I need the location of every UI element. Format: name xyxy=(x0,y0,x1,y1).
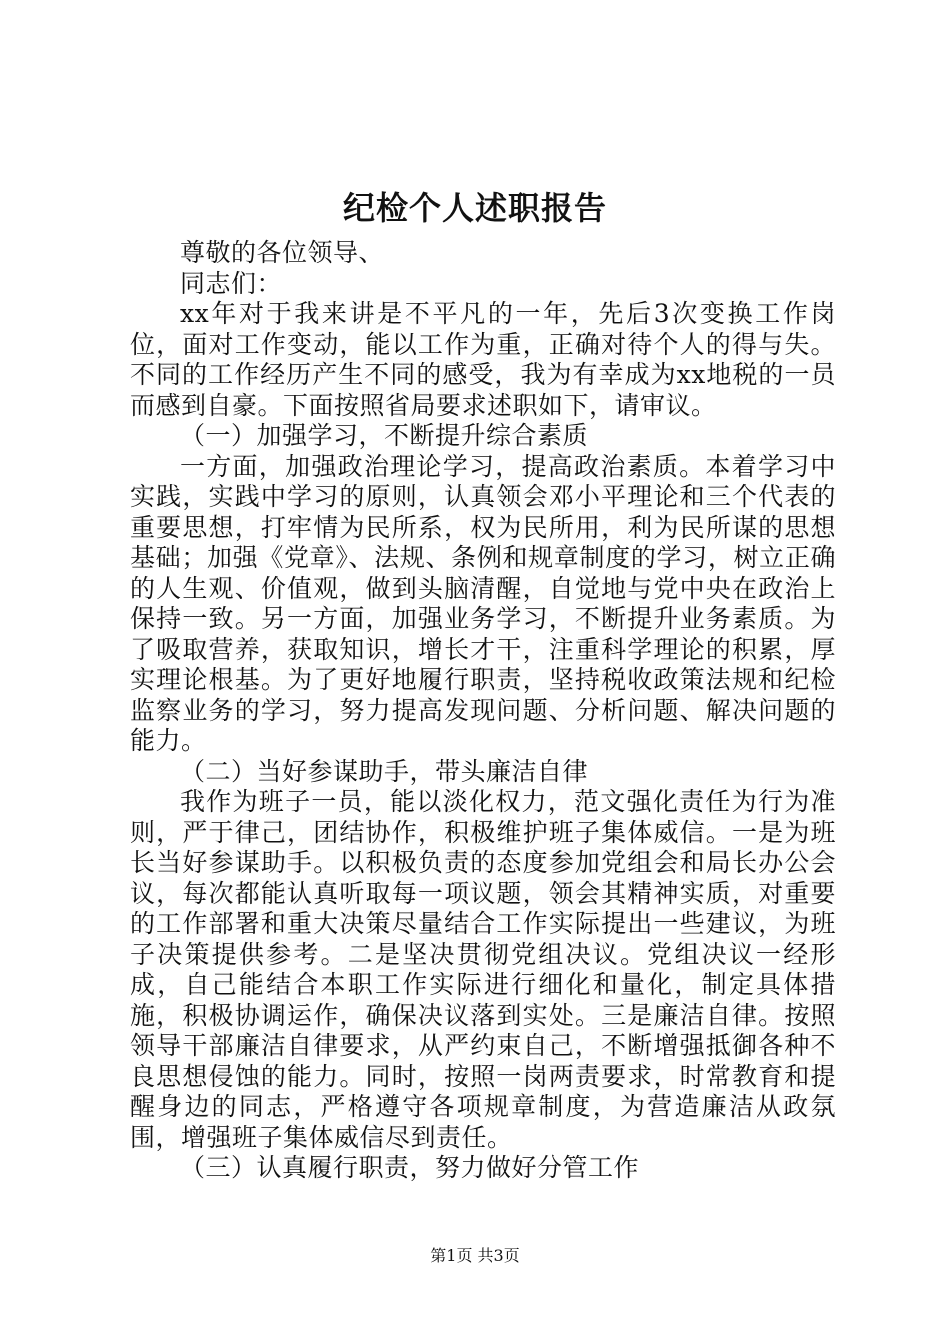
salutation-line-2: 同志们： xyxy=(180,268,283,298)
section-heading-3: （三）认真履行职责，努力做好分管工作 xyxy=(180,1153,640,1182)
section-heading-1: （一）加强学习，不断提升综合素质 xyxy=(180,421,589,450)
page-footer: 第1页 共3页 xyxy=(430,1246,520,1265)
document-title: 纪检个人述职报告 xyxy=(342,189,607,227)
section-heading-2: （二）当好参谋助手，带头廉洁自律 xyxy=(180,756,589,786)
document-body xyxy=(130,238,836,1184)
intro-paragraph: xx年对于我来讲是不平凡的一年，先后3次变换工作岗位，面对工作变动，能以工作为重，正确对待个人的得与失。不同的工作经历产生不同的感受，我为有幸成为xx地税的一员而感到自豪。下面按照省局要求述职如下，请审议。 xyxy=(130,299,836,420)
salutation-line-1: 尊敬的各位领导、 xyxy=(180,238,385,267)
section-2-paragraph: 我作为班子一员，能以淡化权力，范文强化责任为行为准则，严于律己，团结协作，积极维护班子集体威信。一是为班长当好参谋助手。以积极负责的态度参加党组会和局长办公会议，每次都能认真听取每一项议题，领会其精神实质，对重要的工作部署和重大决策尽量结合工作实际提出一些建议，为班子决策提供参考。二是坚决贯彻党组决议。党组决议一经形成，自己能结合本职工作实际进行细化和量化，制定具体措施，积极协调运作，确保决议落到实处。三是廉洁自律。按照领导干部廉洁自律要求，从严约束自己，不断增强抵御各种不良思想侵蚀的能力。同时，按照一岗两责要求，时常教育和提醒身边的同志，严格遵守各项规章制度，为营造廉洁从政氛围，增强班子集体威信尽到责任。 xyxy=(130,787,836,1152)
section-1-paragraph: 一方面，加强政治理论学习，提高政治素质。本着学习中实践，实践中学习的原则，认真领会邓小平理论和三个代表的重要思想，打牢情为民所系，权为民所用，利为民所谋的思想基础；加强《党章》、法规、条例和规章制度的学习，树立正确的人生观、价值观，做到头脑清醒，自觉地与党中央在政治上保持一致。另一方面，加强业务学习，不断提升业务素质。为了吸取营养，获取知识，增长才干，注重科学理论的积累，厚实理论根基。为了更好地履行职责，坚持税收政策法规和纪检监察业务的学习，努力提高发现问题、分析问题、解决问题的能力。 xyxy=(130,451,836,755)
